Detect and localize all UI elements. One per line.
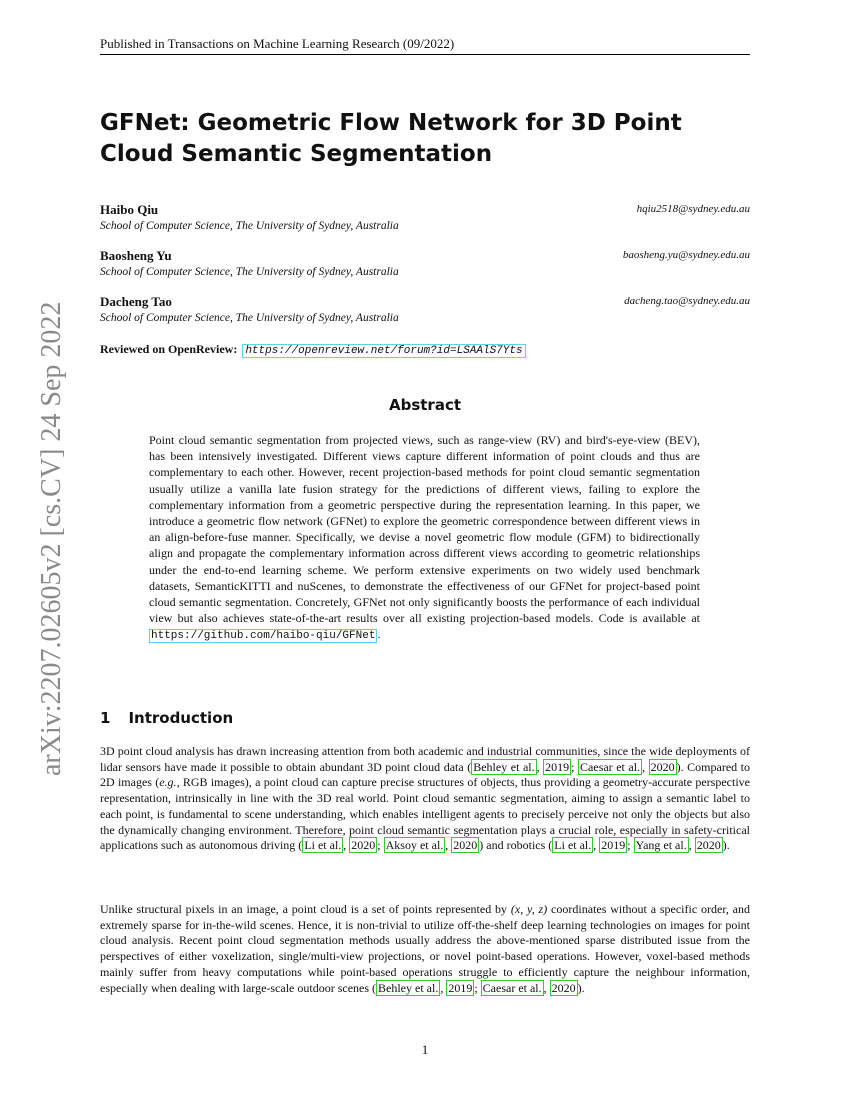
- citation-authors: Behley et al.: [473, 759, 535, 774]
- citation-link[interactable]: [302, 837, 343, 853]
- citation-link[interactable]: [550, 980, 578, 996]
- citation-authors: Yang et al.: [635, 838, 687, 853]
- text-run: ) and robotics (: [479, 838, 553, 853]
- citation-authors: Li et al.: [554, 838, 592, 853]
- author-affiliation: School of Computer Science, The University of Sydney, Australia: [100, 266, 399, 278]
- arxiv-stamp-text: arXiv:2207.02605v2 [cs.CV] 24 Sep 2022: [36, 301, 67, 776]
- header-rule: [100, 54, 750, 55]
- section-heading-introduction: [100, 709, 233, 727]
- intro-paragraph-2: Unlike structural pixels in an image, a point cloud is a set of points represented by (x, y, z) coordinates without a specific order, and extremely sparse for in-the-wild scenes. Hence, it is non-trivial to utilize off-the-shelf deep learning technologies on images for point cloud analysis. Recent point cloud segmentation methods usually address the above-mentioned sparse distributed issue from the perspectives of either voxelization, single/multi-view projections, or novel point-based operations. However, voxel-based methods mainly suffer from heavy computations while point-based operations struggle to efficiently capture the neighbour information, especially when dealing with large-scale outdoor scenes ( Behley et al. , 2019 ; Caesar et al. , 2020 ).: [100, 902, 750, 995]
- author-email[interactable]: baosheng.yu@sydney.edu.au: [622, 249, 750, 261]
- author-email[interactable]: dacheng.tao@sydney.edu.au: [624, 295, 750, 307]
- author-affiliation: School of Computer Science, The University of Sydney, Australia: [100, 312, 399, 324]
- code-link[interactable]: https://github.com/haibo-qiu/GFNet: [151, 630, 376, 643]
- citation-link[interactable]: [481, 980, 544, 996]
- citation-link[interactable]: [552, 837, 593, 853]
- author-name: Baosheng Yu: [100, 248, 172, 263]
- citation-authors: Behley et al.: [378, 980, 439, 995]
- citation-link[interactable]: [649, 759, 677, 775]
- author-block: [100, 202, 750, 232]
- citation-link[interactable]: [384, 837, 446, 853]
- author-email[interactable]: hqiu2518@sydney.edu.au: [636, 203, 750, 215]
- abstract-text: Point cloud semantic segmentation from projected views, such as range-view (RV) and bird's-eye-view (BEV), has been intensively investigated. Different views capture different information of point clouds and thus are complementary to each other. However, recent projection-based methods for point cloud semantic segmentation usually utilize a vanilla late fusion strategy for the predictions of different views, failing to explore the complementary information from a geometric perspective during the representation learning. In this paper, we introduce a geometric flow network (GFNet) to explore the geometric correspondence between different views in an align-before-fuse manner. Specifically, we devise a novel geometric flow module (GFM) to bidirectionally align and propagate the complementary information across different views according to geometric relationships under the end-to-end learning scheme. We perform extensive experiments on two widely used benchmark datasets, SemanticKITTI and nuScenes, to demonstrate the effectiveness of our GFNet for project-based point cloud semantic segmentation. Concretely, GFNet not only significantly boosts the performance of each individual view but also achieves state-of-the-art results over all existing projection-based models. Code is available at: [149, 433, 700, 626]
- section-number: 1: [100, 709, 111, 727]
- citation-link[interactable]: [446, 980, 474, 996]
- paper-title: GFNet: Geometric Flow Network for 3D Point Cloud Semantic Segmentation: [100, 110, 682, 167]
- author-block: [100, 248, 750, 278]
- section-title: Introduction: [128, 709, 234, 727]
- citation-link[interactable]: [543, 759, 571, 775]
- citation-link[interactable]: [471, 759, 536, 775]
- citation-year: 2020: [453, 838, 478, 853]
- author-name: Haibo Qiu: [100, 202, 159, 217]
- openreview-line: [100, 342, 526, 357]
- citation-link[interactable]: [578, 759, 642, 775]
- abstract-heading: Abstract: [388, 396, 462, 414]
- citation-link[interactable]: [695, 837, 723, 853]
- openreview-label: Reviewed on OpenReview:: [100, 342, 238, 356]
- citation-authors: Caesar et al.: [580, 759, 641, 774]
- citation-link[interactable]: [376, 980, 440, 996]
- text-run: , RGB images), a point cloud can capture precise structures of objects, thus providing a geometry-accurate perspective representation, intrinsically in line with the 3D real world. Point cloud semantic segmentation, aiming to assign a semantic label to each point, is fundamental to scene understanding, which enables intelligent agents to precisely perceive not only the objects but also the dynamically changing environment. Therefore, point cloud semantic segmentation plays a crucial role, especially in safety-critical applications such as autonomous driving (: [100, 775, 750, 853]
- citation-year: 2019: [448, 980, 473, 995]
- text-run: Unlike structural pixels in an image, a point cloud is a set of points represented by: [100, 902, 511, 916]
- citation-year: 2020: [351, 838, 376, 853]
- running-header: Published in Transactions on Machine Learning Research (09/2022): [100, 36, 455, 51]
- citation-authors: Aksoy et al.: [385, 838, 444, 853]
- text-run: ).: [577, 980, 585, 995]
- abstract-end: .: [377, 627, 381, 642]
- citation-year: 2019: [601, 838, 626, 853]
- citation-link[interactable]: [451, 837, 479, 853]
- citation-year: 2020: [650, 759, 675, 774]
- author-affiliation: School of Computer Science, The University of Sydney, Australia: [100, 220, 399, 232]
- citation-authors: Li et al.: [304, 838, 342, 853]
- author-name: Dacheng Tao: [100, 294, 172, 309]
- text-run: 3D point cloud analysis has drawn increasing attention from both academic and industrial communities, since the wide deployments of lidar sensors have made it possible to obtain abundant 3D point cloud data (: [100, 744, 750, 774]
- citation-link[interactable]: [634, 837, 689, 853]
- citation-year: 2020: [696, 838, 721, 853]
- citation-year: 2019: [545, 759, 570, 774]
- text-run: ). Compared to 2D images (: [100, 759, 751, 790]
- text-run-italic: e.g.: [159, 775, 177, 790]
- abstract-body: [149, 432, 700, 645]
- citation-link[interactable]: [599, 837, 627, 853]
- intro-paragraph-1: 3D point cloud analysis has drawn increasing attention from both academic and industrial communities, since the wide deployments of lidar sensors have made it possible to obtain abundant 3D point cloud data ( Behley et al. , 2019 ; Caesar et al. , 2020 ). Compared to 2D images (e.g., RGB images), a point cloud can capture precise structures of objects, thus providing a geometry-accurate perspective representation, intrinsically in line with the 3D real world. Point cloud semantic segmentation, aiming to assign a semantic label to each point, is fundamental to scene understanding, which enables intelligent agents to precisely perceive not only the objects but also the dynamically changing environment. Therefore, point cloud semantic segmentation plays a crucial role, especially in safety-critical applications such as autonomous driving ( Li et al. , 2020 ; Aksoy et al. , 2020 ) and robotics ( Li et al. , 2019 ; Yang et al. , 2020 ).: [100, 744, 751, 853]
- citation-year: 2020: [551, 980, 576, 995]
- math-coordinates: (x, y, z): [510, 902, 548, 916]
- author-block: [100, 294, 750, 324]
- openreview-link[interactable]: https://openreview.net/forum?id=LSAAlS7Yts: [242, 344, 525, 358]
- page-number: 1: [421, 1042, 429, 1057]
- citation-authors: Caesar et al.: [482, 980, 542, 995]
- arxiv-stamp: [36, 296, 66, 776]
- text-run: ).: [722, 838, 730, 853]
- citation-link[interactable]: [349, 837, 377, 853]
- text-run: coordinates without a specific order, and extremely sparse for in-the-wild scenes. Hence, it is non-trivial to utilize off-the-shelf deep learning technologies on images for point cloud analysis. Recent point cloud segmentation methods usually address the above-mentioned sparse distributed issue from the perspectives of either voxelization, single/multi-view projections, or novel point-based operations. However, voxel-based methods mainly suffer from heavy computations while point-based operations struggle to efficiently capture the neighbour information, especially when dealing with large-scale outdoor scenes (: [100, 902, 750, 995]
